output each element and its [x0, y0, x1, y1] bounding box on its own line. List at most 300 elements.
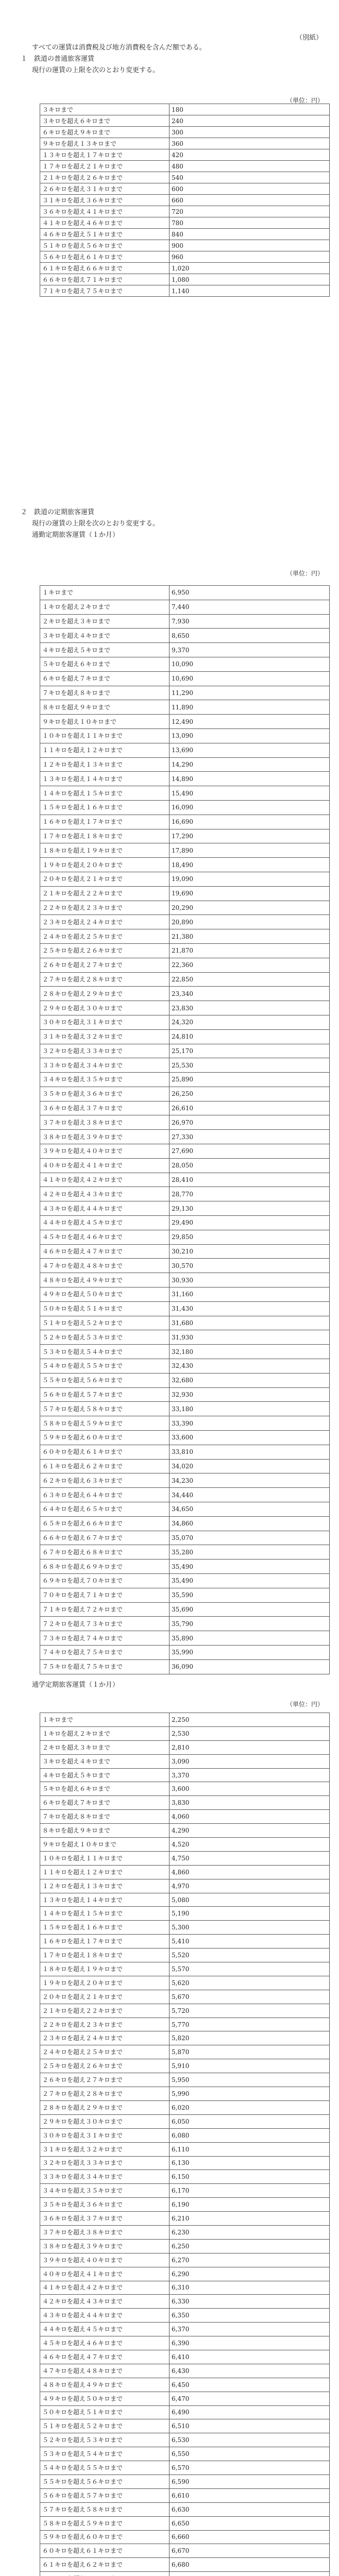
- distance-cell: ２６キロを超え３１キロまで: [40, 183, 170, 195]
- table-row: [40, 1824, 330, 1838]
- fare-cell: 2,530: [170, 1726, 330, 1740]
- fare-cell: 14,890: [170, 772, 330, 786]
- distance-cell: ３１キロを超え３６キロまで: [40, 195, 170, 206]
- distance-cell: ６キロを超え９キロまで: [40, 127, 170, 138]
- table-row: [40, 2405, 330, 2419]
- distance-cell: ４７キロを超え４８キロまで: [40, 1259, 170, 1273]
- distance-cell: ４８キロを超え４９キロまで: [40, 2378, 170, 2392]
- distance-cell: ８キロを超え９キロまで: [40, 1824, 170, 1838]
- distance-cell: ６１キロを超え６２キロまで: [40, 2558, 170, 2572]
- fare-cell: 36,090: [170, 1659, 330, 1674]
- table-row: [40, 1216, 330, 1230]
- fare-cell: 33,600: [170, 1431, 330, 1445]
- table-row: [40, 1502, 330, 1517]
- distance-cell: ２３キロを超え２４キロまで: [40, 915, 170, 929]
- distance-cell: ４７キロを超え４８キロまで: [40, 2364, 170, 2378]
- distance-cell: ３２キロを超え３３キロまで: [40, 1044, 170, 1058]
- section2-unit: （単位：円）: [286, 570, 324, 577]
- fare-cell: 6,450: [170, 2378, 330, 2392]
- distance-cell: ３３キロを超え３４キロまで: [40, 2170, 170, 2184]
- table-row: [40, 1516, 330, 1531]
- fare-cell: 6,470: [170, 2392, 330, 2405]
- table-row: [40, 715, 330, 729]
- table-row: [40, 1201, 330, 1216]
- distance-cell: ４４キロを超え４５キロまで: [40, 2323, 170, 2336]
- distance-cell: ４１キロを超え４２キロまで: [40, 1173, 170, 1187]
- table-row: [40, 2419, 330, 2433]
- fare-cell: 10,090: [170, 657, 330, 671]
- table-row: [40, 2475, 330, 2488]
- table-row: [40, 2364, 330, 2378]
- table-row: [40, 1921, 330, 1935]
- distance-cell: ６２キロを超え６３キロまで: [40, 1473, 170, 1488]
- distance-cell: ３キロを超え４キロまで: [40, 629, 170, 643]
- table-row: [40, 2225, 330, 2239]
- table-row: [40, 138, 330, 149]
- table-row: [40, 1754, 330, 1768]
- fare-cell: 4,750: [170, 1851, 330, 1865]
- section1-note: 現行の運賃の上限を次のとおり変更する。: [32, 66, 160, 74]
- fare-cell: 30,210: [170, 1244, 330, 1259]
- fare-cell: 25,530: [170, 1058, 330, 1073]
- table-row: [40, 2100, 330, 2114]
- fare-cell: 900: [170, 240, 330, 251]
- table-row: [40, 2350, 330, 2364]
- table-row: [40, 1301, 330, 1316]
- table-row: [40, 1273, 330, 1287]
- fare-cell: 20,290: [170, 901, 330, 915]
- table-row: [40, 1416, 330, 1431]
- fare-cell: 4,860: [170, 1865, 330, 1879]
- distance-cell: ２４キロを超え２５キロまで: [40, 929, 170, 944]
- fare-cell: 33,810: [170, 1445, 330, 1459]
- fare-cell: 23,340: [170, 987, 330, 1001]
- table-row: [40, 1726, 330, 1740]
- distance-cell: ７キロを超え８キロまで: [40, 1810, 170, 1824]
- distance-cell: ６５キロを超え６６キロまで: [40, 1516, 170, 1531]
- table-row: [40, 2198, 330, 2212]
- table-row: [40, 1879, 330, 1893]
- table-row: [40, 915, 330, 929]
- table-row: [40, 600, 330, 614]
- fare-cell: 6,490: [170, 2405, 330, 2419]
- table-row: [40, 728, 330, 743]
- table-row: [40, 772, 330, 786]
- section1-unit: （単位：円）: [286, 97, 324, 104]
- table-row: [40, 2530, 330, 2544]
- fare-cell: 29,130: [170, 1201, 330, 1216]
- fare-cell: 7,440: [170, 600, 330, 614]
- fare-cell: 6,290: [170, 2267, 330, 2281]
- distance-cell: ５１キロを超え５２キロまで: [40, 2419, 170, 2433]
- fare-cell: 13,690: [170, 743, 330, 757]
- fare-cell: 5,670: [170, 1990, 330, 2004]
- distance-cell: １キロまで: [40, 586, 170, 600]
- commuter-subheading: 通勤定期旅客運賃（１か月）: [32, 531, 120, 539]
- table-row: [40, 800, 330, 815]
- table-row: [40, 872, 330, 886]
- fare-cell: 5,990: [170, 2087, 330, 2101]
- distance-cell: ３６キロを超え３７キロまで: [40, 2212, 170, 2226]
- distance-cell: ３１キロを超え３２キロまで: [40, 2142, 170, 2156]
- table-row: [40, 1796, 330, 1810]
- fare-cell: 24,320: [170, 1015, 330, 1029]
- table-row: [40, 149, 330, 161]
- table-row: [40, 1445, 330, 1459]
- table-row: [40, 1431, 330, 1445]
- distance-cell: ４１キロを超え４２キロまで: [40, 2281, 170, 2295]
- distance-cell: ５３キロを超え５４キロまで: [40, 2447, 170, 2461]
- distance-cell: ７２キロを超え７３キロまで: [40, 1617, 170, 1631]
- fare-cell: 1,080: [170, 274, 330, 285]
- fare-cell: 30,570: [170, 1259, 330, 1273]
- table-row: [40, 2336, 330, 2350]
- fare-cell: 34,440: [170, 1488, 330, 1502]
- distance-cell: ２１キロを超え２６キロまで: [40, 172, 170, 183]
- fare-cell: 6,650: [170, 2516, 330, 2530]
- distance-cell: １キロを超え２キロまで: [40, 600, 170, 614]
- table-row: [40, 1101, 330, 1115]
- table-row: [40, 240, 330, 251]
- distance-cell: ５８キロを超え５９キロまで: [40, 1416, 170, 1431]
- distance-cell: ３８キロを超え３９キロまで: [40, 1130, 170, 1144]
- table-row: [40, 2018, 330, 2031]
- fare-cell: 2,810: [170, 1740, 330, 1754]
- distance-cell: ４０キロを超え４１キロまで: [40, 2267, 170, 2281]
- distance-cell: ２５キロを超え２６キロまで: [40, 2059, 170, 2073]
- table-row: [40, 1473, 330, 1488]
- distance-cell: ４３キロを超え４４キロまで: [40, 1201, 170, 1216]
- table-row: [40, 2253, 330, 2267]
- fare-cell: 31,430: [170, 1301, 330, 1316]
- fare-cell: 14,290: [170, 757, 330, 772]
- table-row: [40, 1588, 330, 1602]
- fare-cell: 6,570: [170, 2461, 330, 2475]
- distance-cell: ２６キロを超え２７キロまで: [40, 2073, 170, 2087]
- distance-cell: １０キロを超え１１キロまで: [40, 728, 170, 743]
- fare-cell: 35,990: [170, 1645, 330, 1659]
- fare-cell: 28,770: [170, 1187, 330, 1201]
- fare-cell: 6,370: [170, 2323, 330, 2336]
- table-row: [40, 1659, 330, 1674]
- fare-cell: 6,950: [170, 586, 330, 600]
- fare-cell: 10,690: [170, 671, 330, 686]
- distance-cell: ６９キロを超え７０キロまで: [40, 1573, 170, 1588]
- fare-cell: 35,490: [170, 1560, 330, 1574]
- distance-cell: ３５キロを超え３６キロまで: [40, 2198, 170, 2212]
- fare-cell: 26,970: [170, 1115, 330, 1130]
- table-row: [40, 1713, 330, 1727]
- table-row: [40, 614, 330, 629]
- table-row: [40, 229, 330, 240]
- fare-cell: 2,250: [170, 1713, 330, 1727]
- table-row: [40, 958, 330, 972]
- fare-cell: 360: [170, 138, 330, 149]
- table-row: [40, 1073, 330, 1087]
- fare-cell: 35,490: [170, 1573, 330, 1588]
- table-row: [40, 2572, 330, 2576]
- table-row: [40, 1907, 330, 1921]
- table-row: [40, 161, 330, 172]
- distance-cell: ２０キロを超え２１キロまで: [40, 1990, 170, 2004]
- fare-cell: 5,910: [170, 2059, 330, 2073]
- table-row: [40, 829, 330, 843]
- distance-cell: ２１キロを超え２２キロまで: [40, 886, 170, 901]
- table-row: [40, 1130, 330, 1144]
- distance-cell: １キロを超え２キロまで: [40, 1726, 170, 1740]
- table-row: [40, 815, 330, 829]
- fare-cell: 32,430: [170, 1359, 330, 1374]
- fare-cell: 32,930: [170, 1387, 330, 1402]
- distance-cell: ３キロまで: [40, 104, 170, 115]
- table-row: [40, 206, 330, 217]
- fare-cell: 32,180: [170, 1345, 330, 1359]
- distance-cell: ２７キロを超え２８キロまで: [40, 972, 170, 987]
- fare-cell: 35,890: [170, 1631, 330, 1646]
- fare-cell: 35,280: [170, 1545, 330, 1560]
- distance-cell: ５５キロを超え５６キロまで: [40, 1373, 170, 1387]
- distance-cell: １５キロを超え１６キロまで: [40, 1921, 170, 1935]
- fare-cell: 6,680: [170, 2558, 330, 2572]
- table-row: [40, 1359, 330, 1374]
- fare-cell: 25,170: [170, 1044, 330, 1058]
- fare-cell: 6,510: [170, 2419, 330, 2433]
- table-row: [40, 1259, 330, 1273]
- fare-cell: 12,490: [170, 715, 330, 729]
- fare-cell: 19,690: [170, 886, 330, 901]
- distance-cell: ５キロを超え６キロまで: [40, 657, 170, 671]
- table-row: [40, 786, 330, 801]
- fare-cell: 22,360: [170, 958, 330, 972]
- distance-cell: ７５キロを超え７５キロまで: [40, 1659, 170, 1674]
- distance-cell: ３６キロを超え４１キロまで: [40, 206, 170, 217]
- fare-cell: 13,090: [170, 728, 330, 743]
- fare-cell: 19,090: [170, 872, 330, 886]
- distance-cell: ３３キロを超え３４キロまで: [40, 1058, 170, 1073]
- student-subheading: 通学定期旅客運賃（１か月）: [32, 1681, 120, 1689]
- distance-cell: ２８キロを超え２９キロまで: [40, 987, 170, 1001]
- distance-cell: ３キロを超え４キロまで: [40, 1754, 170, 1768]
- distance-cell: ９キロを超え１０キロまで: [40, 1838, 170, 1852]
- fare-cell: 3,090: [170, 1754, 330, 1768]
- table-row: [40, 2239, 330, 2253]
- distance-cell: １８キロを超え１９キロまで: [40, 1962, 170, 1976]
- table-row: [40, 1158, 330, 1173]
- distance-cell: ４１キロを超え４６キロまで: [40, 217, 170, 229]
- fare-cell: 28,050: [170, 1158, 330, 1173]
- distance-cell: ５４キロを超え５５キロまで: [40, 1359, 170, 1374]
- table-row: [40, 217, 330, 229]
- fare-cell: 20,890: [170, 915, 330, 929]
- distance-cell: ５９キロを超え６０キロまで: [40, 2530, 170, 2544]
- distance-cell: ４０キロを超え４１キロまで: [40, 1158, 170, 1173]
- fare-cell: 7,930: [170, 614, 330, 629]
- fare-cell: 3,370: [170, 1768, 330, 1782]
- table-row: [40, 2502, 330, 2516]
- distance-cell: ３４キロを超え３５キロまで: [40, 1073, 170, 1087]
- fare-cell: 35,790: [170, 1617, 330, 1631]
- attachment-tag: （別紙）: [295, 34, 323, 42]
- table-row: [40, 127, 330, 138]
- fare-cell: 180: [170, 104, 330, 115]
- distance-cell: ７３キロを超え７４キロまで: [40, 1631, 170, 1646]
- distance-cell: ２６キロを超え２７キロまで: [40, 958, 170, 972]
- table-row: [40, 843, 330, 858]
- distance-cell: １１キロを超え１２キロまで: [40, 743, 170, 757]
- fare-cell: 600: [170, 183, 330, 195]
- table-row: [40, 586, 330, 600]
- table-row: [40, 1345, 330, 1359]
- distance-cell: １２キロを超え１３キロまで: [40, 757, 170, 772]
- table-row: [40, 2128, 330, 2142]
- distance-cell: ５４キロを超え５５キロまで: [40, 2461, 170, 2475]
- table-row: [40, 2488, 330, 2502]
- fare-cell: 6,210: [170, 2212, 330, 2226]
- table-row: [40, 1187, 330, 1201]
- table-row: [40, 1387, 330, 1402]
- table-row: [40, 1962, 330, 1976]
- table-row: [40, 671, 330, 686]
- fare-cell: 26,250: [170, 1087, 330, 1101]
- table-row: [40, 686, 330, 700]
- table-row: [40, 2392, 330, 2405]
- distance-cell: ３７キロを超え３８キロまで: [40, 1115, 170, 1130]
- fare-cell: 9,370: [170, 643, 330, 657]
- table-row: [40, 1838, 330, 1852]
- table-row: [40, 2212, 330, 2226]
- fare-cell: 1,020: [170, 263, 330, 274]
- fare-cell: 6,170: [170, 2184, 330, 2198]
- ordinary-fare-table: [40, 104, 330, 297]
- fare-cell: 840: [170, 229, 330, 240]
- table-row: [40, 2558, 330, 2572]
- fare-cell: 17,290: [170, 829, 330, 843]
- distance-cell: ７１キロを超え７２キロまで: [40, 1602, 170, 1617]
- distance-cell: ６１キロを超え６２キロまで: [40, 1459, 170, 1473]
- table-row: [40, 1087, 330, 1101]
- distance-cell: ２５キロを超え２６キロまで: [40, 943, 170, 958]
- distance-cell: ６キロを超え７キロまで: [40, 671, 170, 686]
- distance-cell: ４４キロを超え４５キロまで: [40, 1216, 170, 1230]
- table-row: [40, 2170, 330, 2184]
- table-row: [40, 2433, 330, 2447]
- table-row: [40, 2059, 330, 2073]
- table-row: [40, 1560, 330, 1574]
- table-row: [40, 1373, 330, 1387]
- table-row: [40, 643, 330, 657]
- table-row: [40, 1545, 330, 1560]
- distance-cell: ２０キロを超え２１キロまで: [40, 872, 170, 886]
- table-row: [40, 2087, 330, 2101]
- table-row: [40, 115, 330, 127]
- distance-cell: ２２キロを超え２３キロまで: [40, 901, 170, 915]
- fare-cell: 6,020: [170, 2100, 330, 2114]
- fare-cell: 5,080: [170, 1893, 330, 1907]
- fare-cell: 31,930: [170, 1330, 330, 1345]
- fare-cell: 5,870: [170, 2045, 330, 2059]
- table-row: [40, 972, 330, 987]
- distance-cell: ５８キロを超え５９キロまで: [40, 2516, 170, 2530]
- table-row: [40, 2281, 330, 2295]
- fare-cell: 6,630: [170, 2502, 330, 2516]
- distance-cell: ４２キロを超え４３キロまで: [40, 2295, 170, 2309]
- table-row: [40, 657, 330, 671]
- fare-cell: 6,430: [170, 2364, 330, 2378]
- distance-cell: ３６キロを超え３７キロまで: [40, 1101, 170, 1115]
- distance-cell: ５１キロを超え５２キロまで: [40, 1316, 170, 1330]
- distance-cell: ４６キロを超え４７キロまで: [40, 1244, 170, 1259]
- table-row: [40, 251, 330, 263]
- distance-cell: １９キロを超え２０キロまで: [40, 858, 170, 872]
- section2-note: 現行の運賃の上限を次のとおり変更する。: [32, 520, 160, 528]
- distance-cell: ７キロを超え８キロまで: [40, 686, 170, 700]
- fare-cell: 11,290: [170, 686, 330, 700]
- fare-cell: 6,410: [170, 2350, 330, 2364]
- distance-cell: ４２キロを超え４３キロまで: [40, 1187, 170, 1201]
- section3-unit: （単位：円）: [286, 1701, 324, 1708]
- table-row: [40, 1573, 330, 1588]
- distance-cell: ４９キロを超え５０キロまで: [40, 1287, 170, 1302]
- distance-cell: ２１キロを超え２２キロまで: [40, 2004, 170, 2018]
- table-row: [40, 1740, 330, 1754]
- table-row: [40, 2323, 330, 2336]
- distance-cell: ４５キロを超え４６キロまで: [40, 1230, 170, 1244]
- fare-cell: 35,590: [170, 1588, 330, 1602]
- table-row: [40, 1810, 330, 1824]
- table-row: [40, 1001, 330, 1015]
- fare-cell: [170, 2572, 330, 2576]
- distance-cell: ８キロを超え９キロまで: [40, 700, 170, 715]
- distance-cell: ９キロを超え１０キロまで: [40, 715, 170, 729]
- fare-cell: 30,930: [170, 1273, 330, 1287]
- fare-cell: 5,620: [170, 1976, 330, 1990]
- distance-cell: １２キロを超え１３キロまで: [40, 1879, 170, 1893]
- table-row: [40, 1230, 330, 1244]
- fare-cell: 17,890: [170, 843, 330, 858]
- distance-cell: １３キロを超え１４キロまで: [40, 772, 170, 786]
- distance-cell: ６６キロを超え７１キロまで: [40, 274, 170, 285]
- distance-cell: ２３キロを超え２４キロまで: [40, 2031, 170, 2045]
- distance-cell: ５６キロを超え５７キロまで: [40, 1387, 170, 1402]
- distance-cell: ３９キロを超え４０キロまで: [40, 2253, 170, 2267]
- distance-cell: ４８キロを超え４９キロまで: [40, 1273, 170, 1287]
- fare-cell: 6,230: [170, 2225, 330, 2239]
- distance-cell: ２２キロを超え２３キロまで: [40, 2018, 170, 2031]
- table-row: [40, 1488, 330, 1502]
- distance-cell: ３１キロを超え３２キロまで: [40, 1029, 170, 1044]
- distance-cell: ７０キロを超え７１キロまで: [40, 1588, 170, 1602]
- fare-cell: 26,610: [170, 1101, 330, 1115]
- fare-cell: 6,310: [170, 2281, 330, 2295]
- fare-cell: 4,520: [170, 1838, 330, 1852]
- table-row: [40, 2295, 330, 2309]
- intro-text: すべての運賃は消費税及び地方消費税を含んだ額である。: [32, 44, 206, 52]
- fare-cell: 300: [170, 127, 330, 138]
- distance-cell: ５０キロを超え５１キロまで: [40, 1301, 170, 1316]
- distance-cell: ２９キロを超え３０キロまで: [40, 2114, 170, 2128]
- table-row: [40, 2073, 330, 2087]
- fare-cell: 6,270: [170, 2253, 330, 2267]
- distance-cell: １６キロを超え１７キロまで: [40, 815, 170, 829]
- distance-cell: ６３キロを超え６４キロまで: [40, 1488, 170, 1502]
- fare-cell: 5,820: [170, 2031, 330, 2045]
- distance-cell: ３７キロを超え３８キロまで: [40, 2225, 170, 2239]
- distance-cell: ６７キロを超え６８キロまで: [40, 1545, 170, 1560]
- table-row: [40, 1935, 330, 1948]
- distance-cell: １７キロを超え１８キロまで: [40, 1948, 170, 1962]
- fare-cell: 22,850: [170, 972, 330, 987]
- table-row: [40, 1115, 330, 1130]
